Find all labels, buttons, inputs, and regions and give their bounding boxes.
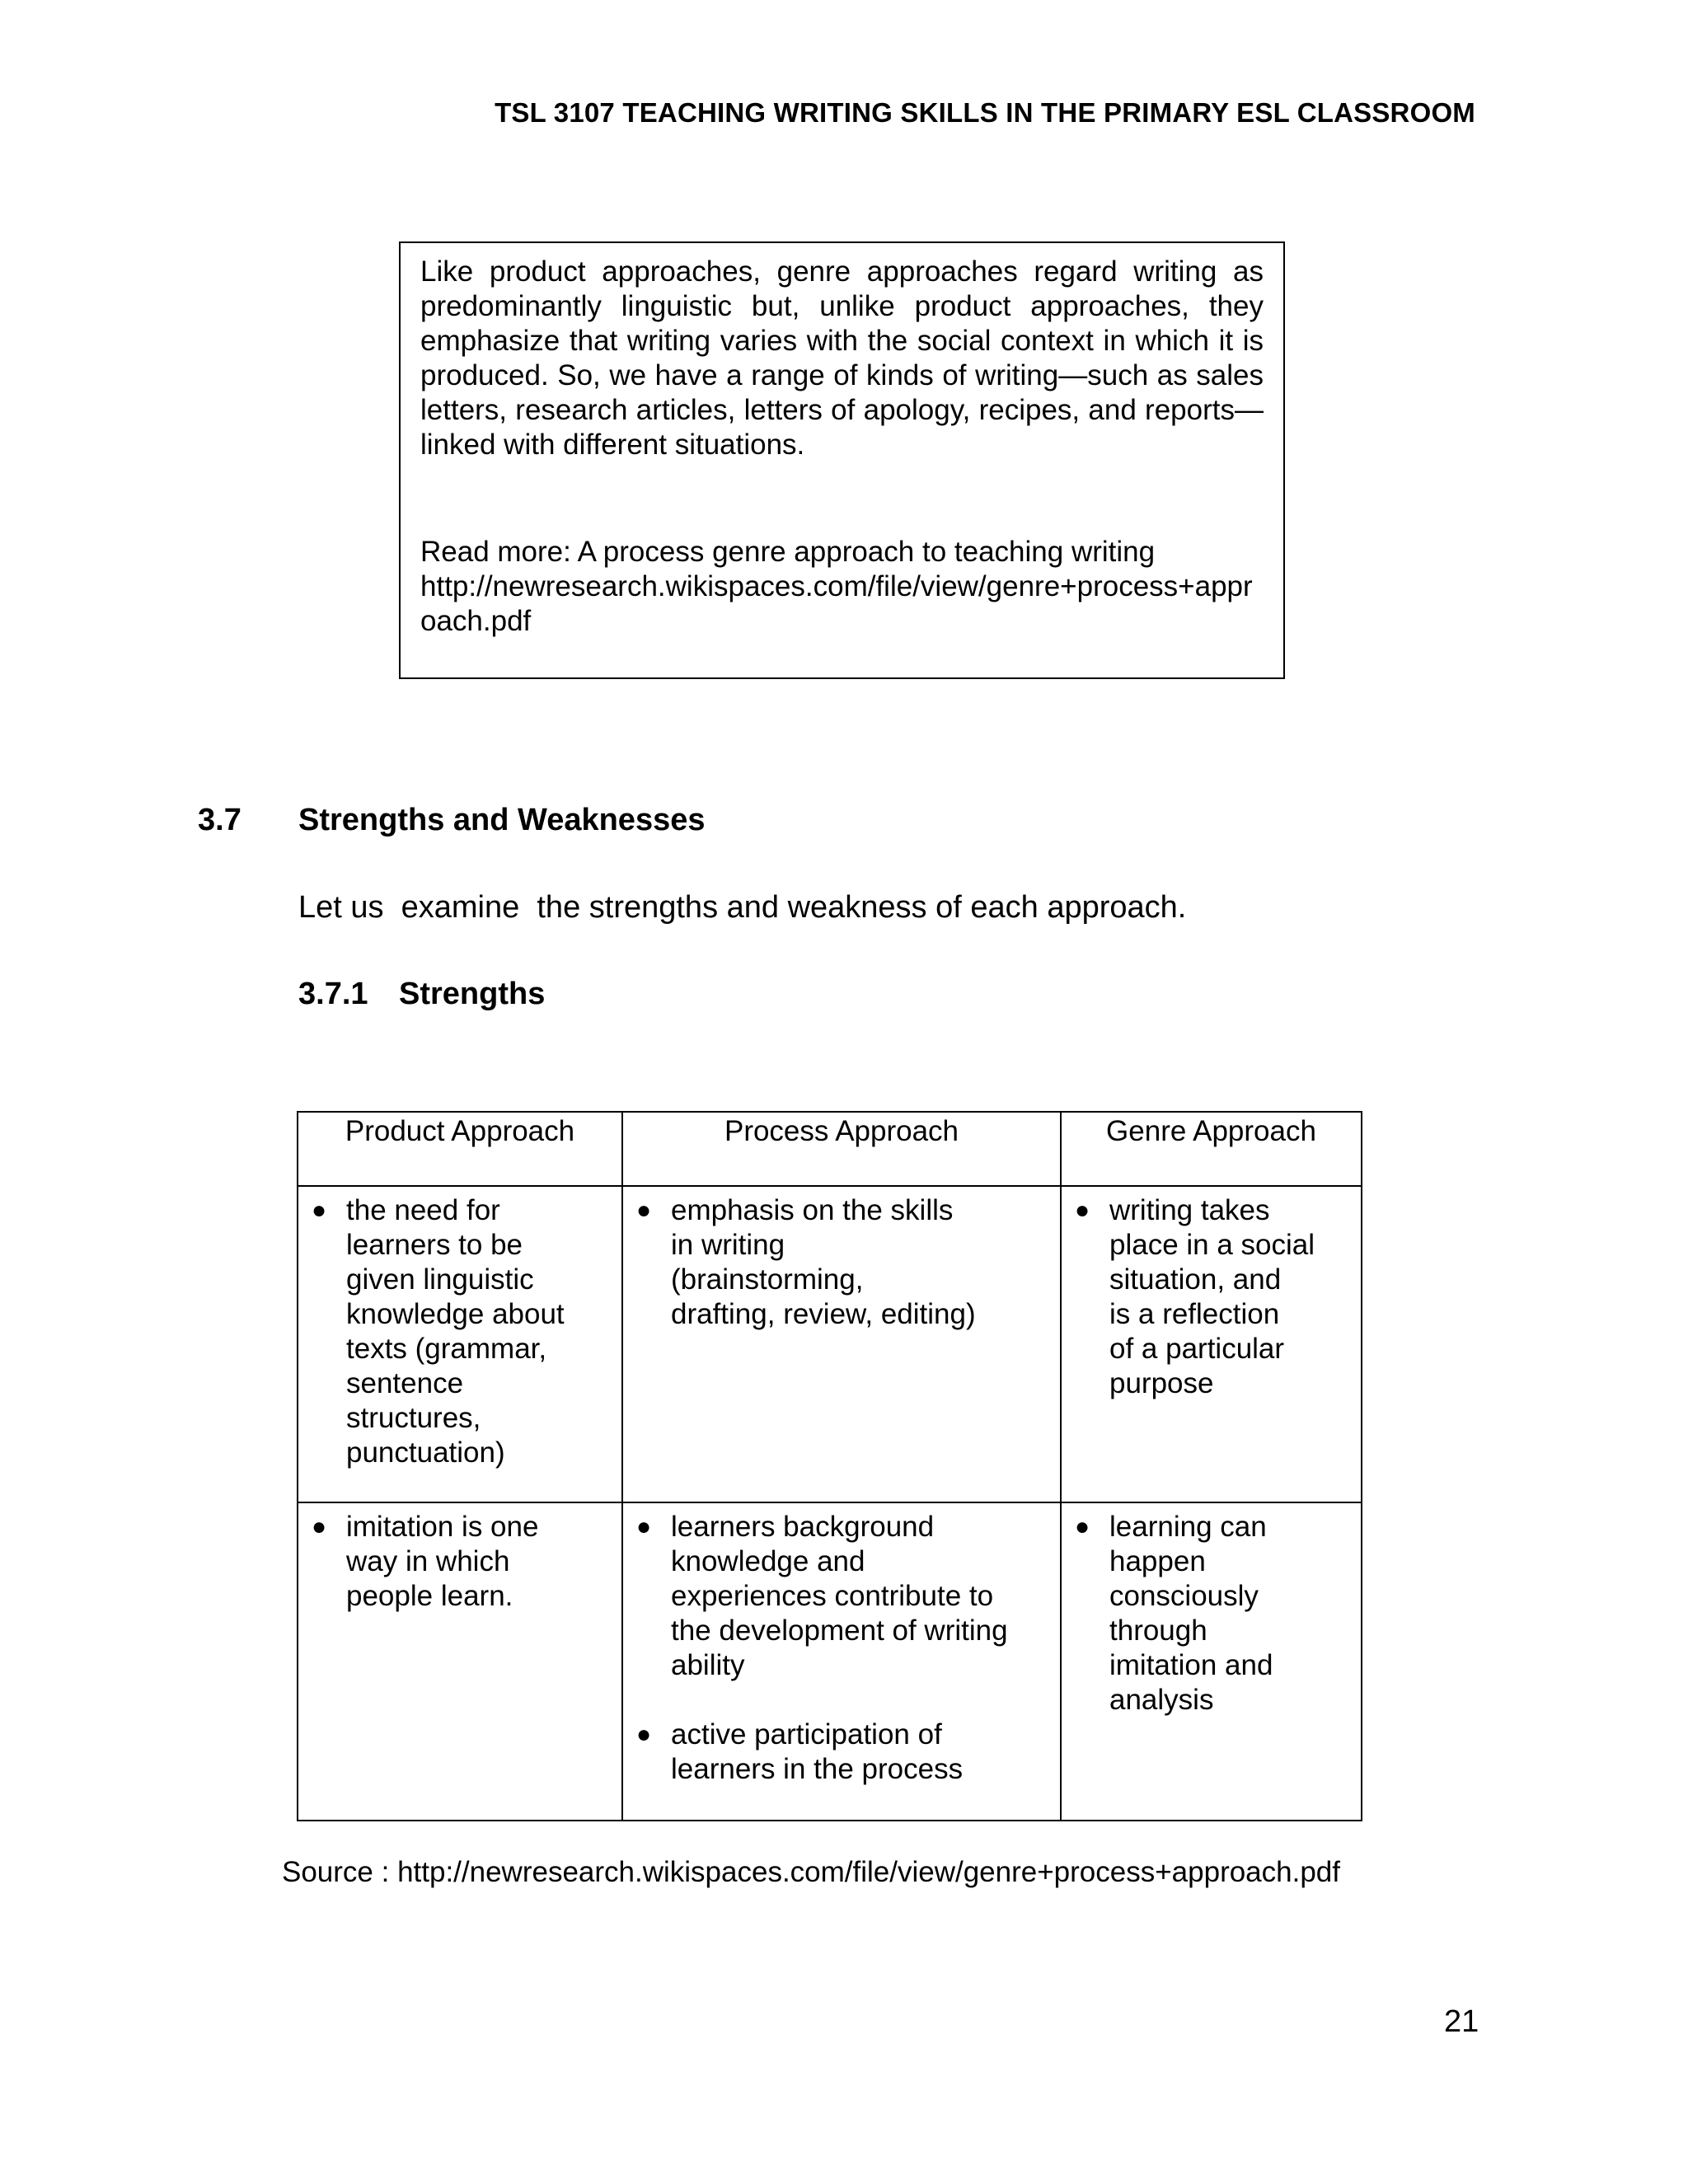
- read-more-text: Read more: A process genre approach to teaching writing: [420, 536, 1156, 568]
- section-number: 3.7: [198, 803, 241, 837]
- list-item: ● learners background knowledge and experiences contribute to the development of writing ability: [623, 1510, 1060, 1683]
- bullet-icon: ●: [636, 1721, 652, 1748]
- read-more-url: http://newresearch.wikispaces.com/file/view/genre+process+approach.pdf: [420, 570, 1253, 637]
- list-item: ● emphasis on the skills in writing (brainstorming, drafting, review, editing): [623, 1193, 1060, 1332]
- source-citation: Source : http://newresearch.wikispaces.com/file/view/genre+process+approach.pdf: [282, 1856, 1340, 1888]
- list-item: ● the need for learners to be given linguistic knowledge about texts (grammar, sentence structures, punctuation): [298, 1193, 621, 1470]
- list-item: ● learning can happen consciously through imitation and analysis: [1062, 1510, 1361, 1718]
- list-item: ● writing takes place in a social situation, and is a reflection of a particular purpose: [1062, 1193, 1361, 1401]
- table-cell: [1061, 1502, 1362, 1821]
- table-row: [298, 1502, 1362, 1821]
- bullet-icon: ●: [636, 1513, 652, 1540]
- bullet-icon: ●: [1075, 1513, 1090, 1540]
- bullet-icon: ●: [312, 1513, 327, 1540]
- quote-paragraph: Like product approaches, genre approaches regard writing as predominantly linguistic but, unlike product approaches, they emphasize that writing varies with the social context in which it is produced. So, we have a range of kinds of writing—such as sales letters, research articles, letters of apology, recipes, and reports—linked with different situations.: [420, 255, 1264, 461]
- subsection-title: Strengths: [399, 977, 546, 1011]
- list-item: ● imitation is one way in which people learn.: [298, 1510, 621, 1614]
- table-cell: [298, 1502, 622, 1821]
- list-item: ● active participation of learners in the process: [623, 1718, 1060, 1787]
- bullet-icon: ●: [636, 1197, 652, 1224]
- running-header: TSL 3107 TEACHING WRITING SKILLS IN THE PRIMARY ESL CLASSROOM: [495, 97, 1475, 128]
- section-title: Strengths and Weaknesses: [298, 803, 706, 837]
- header-genre: Genre Approach: [1061, 1112, 1362, 1186]
- bullet-icon: ●: [312, 1197, 327, 1224]
- bullet-icon: ●: [1075, 1197, 1090, 1224]
- table-cell: [298, 1186, 622, 1502]
- page-number: 21: [1444, 2004, 1479, 2039]
- header-product: Product Approach: [298, 1112, 622, 1186]
- table-header-row: [298, 1112, 1362, 1186]
- table-cell: [622, 1186, 1061, 1502]
- table-cell: [622, 1502, 1061, 1821]
- header-process: Process Approach: [622, 1112, 1061, 1186]
- subsection-number: 3.7.1: [298, 977, 368, 1011]
- table-row: [298, 1186, 1362, 1502]
- strengths-table: [297, 1111, 1362, 1821]
- section-intro: Let us examine the strengths and weakness of each approach.: [298, 890, 1187, 925]
- quote-box: [399, 241, 1285, 679]
- table-cell: [1061, 1186, 1362, 1502]
